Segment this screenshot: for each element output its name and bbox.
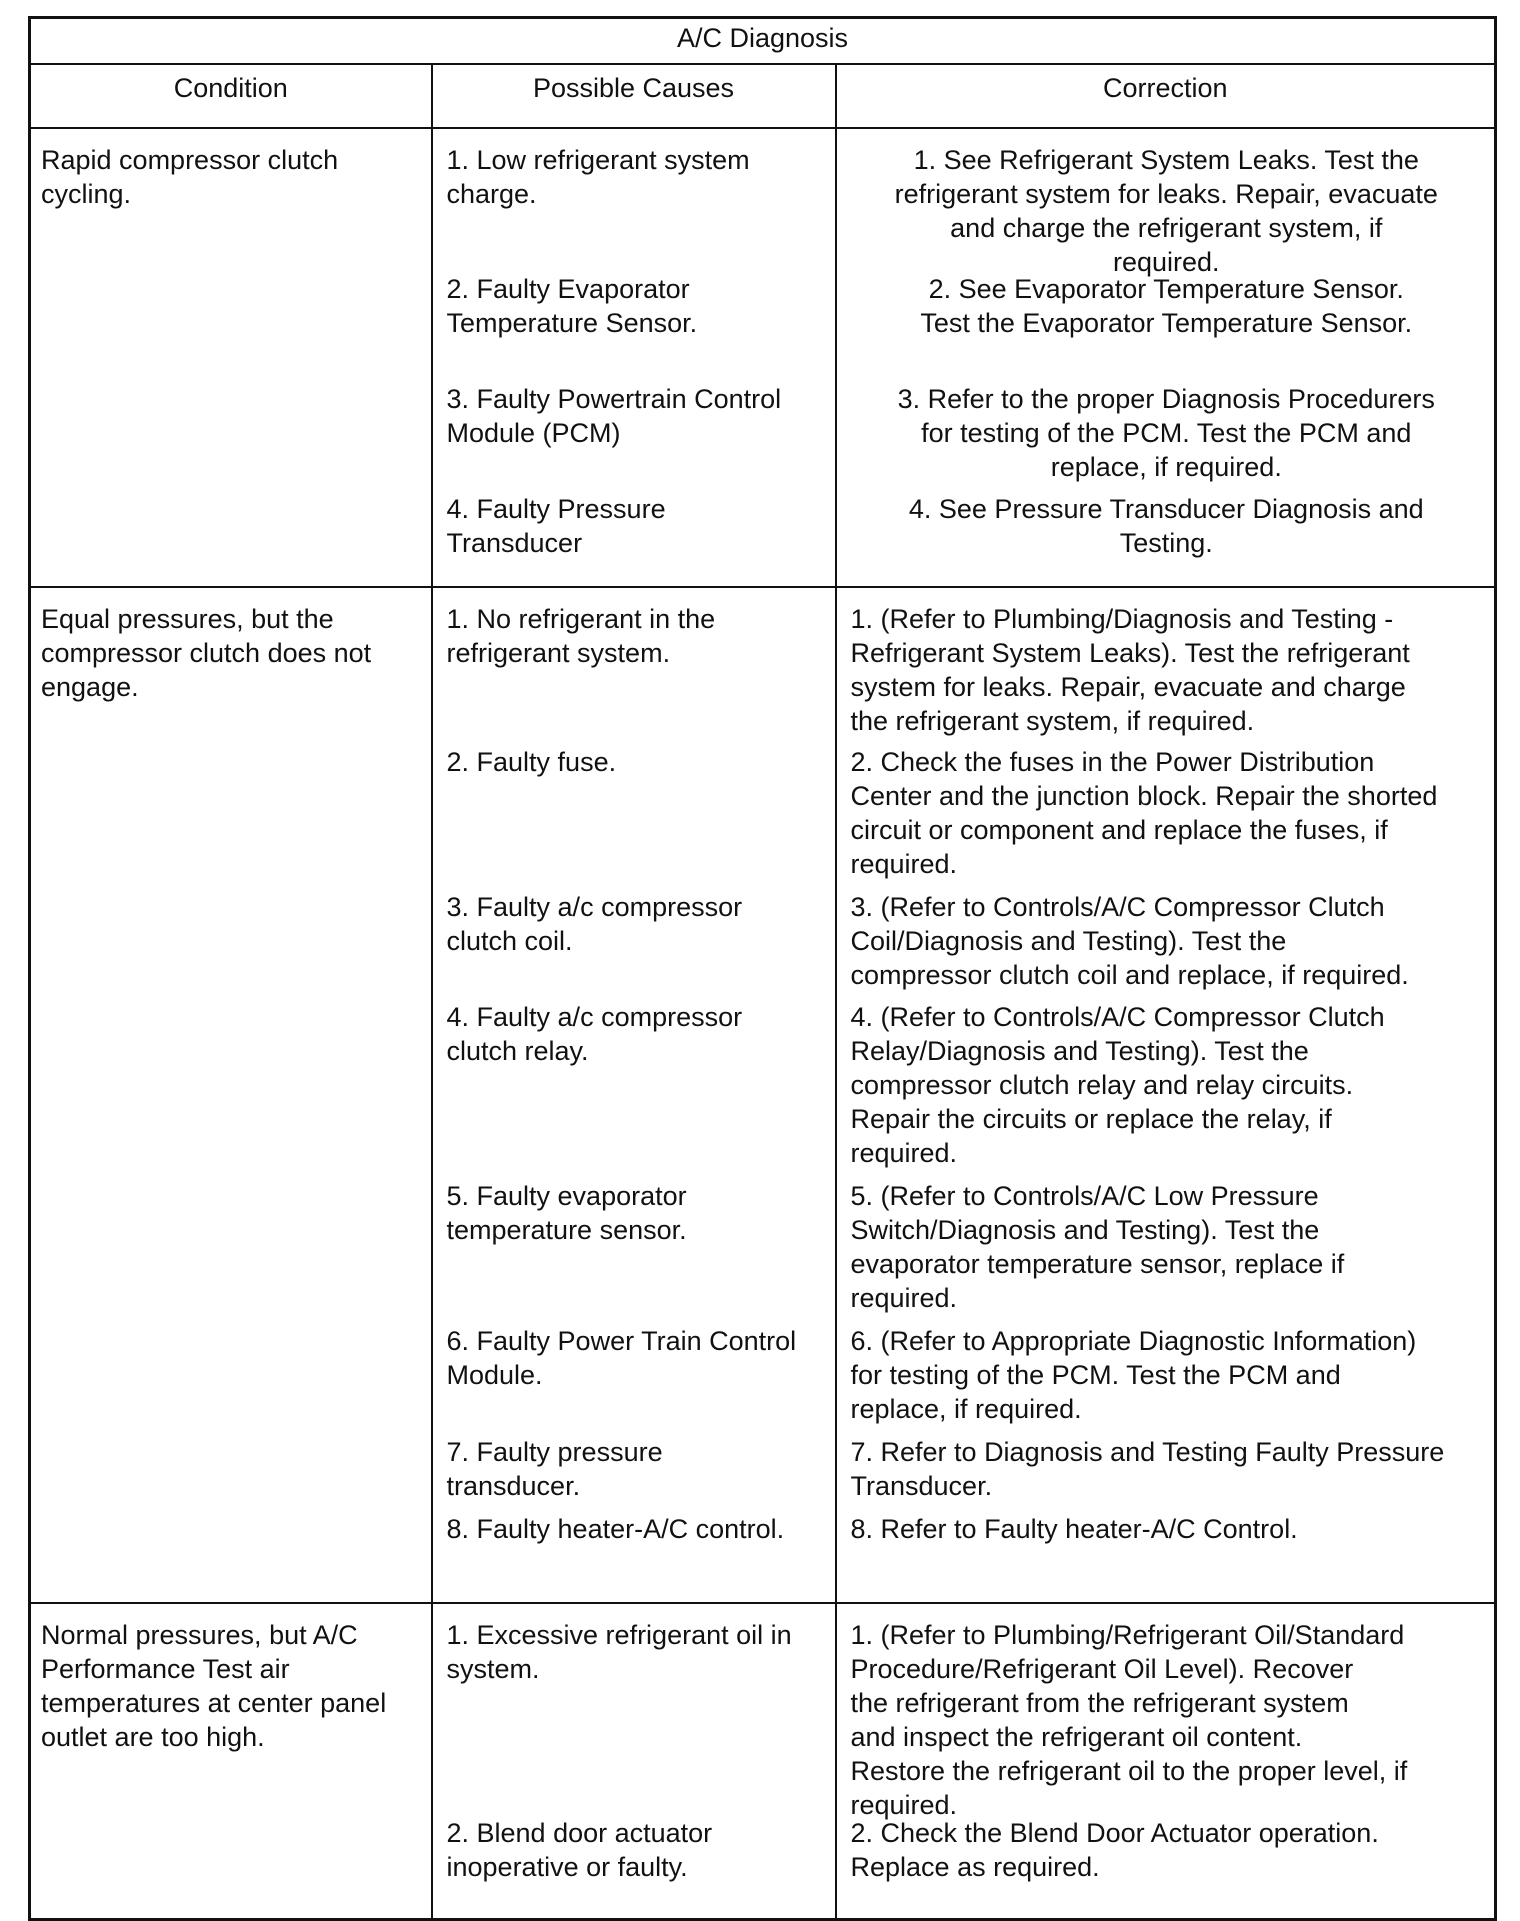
correction-text: 2. Check the fuses in the Power Distribution Center and the junction block. Repair the shorted circuit or component and replace the fuses, if required. [850,747,1438,879]
causes-cell [432,128,836,587]
cause-entry [433,129,835,272]
cause-entry [433,1435,835,1512]
correction-entry [837,745,1495,890]
condition-text: Equal pressures, but the compressor clutch does not engage. [41,604,372,702]
cause-text: 1. No refrigerant in the refrigerant system. [446,604,716,668]
correction-entry [837,890,1495,1000]
cause-entry [433,588,835,745]
correction-cell [836,128,1496,587]
ac-diagnosis-table [28,16,1497,1921]
correction-entry [837,1435,1495,1512]
cause-text: 8. Faulty heater-A/C control. [446,1514,785,1544]
correction-text: 2. Check the Blend Door Actuator operation. Replace as required. [850,1818,1379,1882]
cause-text: 7. Faulty pressure transducer. [446,1437,663,1501]
cause-text: 4. Faulty a/c compressor clutch relay. [446,1002,743,1066]
cause-text: 3. Faulty Powertrain Control Module (PCM) [446,384,782,448]
correction-text: 3. Refer to the proper Diagnosis Procedurers for testing of the PCM. Test the PCM and replace, if required. [897,384,1435,482]
table-row [30,1603,1496,1920]
causes-cell [432,587,836,1603]
cause-entry [433,745,835,890]
correction-text: 2. See Evaporator Temperature Sensor. Test the Evaporator Temperature Sensor. [920,274,1413,338]
cause-entry [433,1604,835,1816]
cause-text: 2. Faulty Evaporator Temperature Sensor. [446,274,698,338]
correction-entry [837,588,1495,745]
cause-text: 3. Faulty a/c compressor clutch coil. [446,892,743,956]
cause-text: 2. Blend door actuator inoperative or faulty. [446,1818,713,1882]
cause-text: 1. Low refrigerant system charge. [446,145,750,209]
correction-text: 1. (Refer to Plumbing/Refrigerant Oil/Standard Procedure/Refrigerant Oil Level). Recover the refrigerant from the refrigerant system and inspect the refrigerant oil content. Restore the refrigerant oil to the proper level, if required. [850,1620,1408,1820]
header-possible-causes: Possible Causes [432,64,836,128]
correction-text: 5. (Refer to Controls/A/C Low Pressure Switch/Diagnosis and Testing). Test the evaporator temperature sensor, replace if required. [850,1181,1345,1313]
correction-entry [837,129,1495,277]
correction-text: 1. See Refrigerant System Leaks. Test the refrigerant system for leaks. Repair, evacuate and charge the refrigerant system, if required. [894,145,1438,277]
title-row [30,18,1496,65]
cause-entry [433,1816,835,1904]
correction-entry [837,1000,1495,1179]
cause-text: 1. Excessive refrigerant oil in system. [446,1620,792,1684]
cause-text: 5. Faulty evaporator temperature sensor. [446,1181,687,1245]
correction-entry [837,382,1495,492]
table-row [30,128,1496,587]
correction-text: 4. See Pressure Transducer Diagnosis and Testing. [908,494,1424,558]
header-row [30,64,1496,128]
cause-entry [433,382,835,492]
causes-cell [432,1603,836,1920]
correction-text: 4. (Refer to Controls/A/C Compressor Clutch Relay/Diagnosis and Testing). Test the compressor clutch relay and relay circuits. Repair the circuits or replace the relay, if required. [850,1002,1385,1168]
correction-entry [837,1324,1495,1435]
cause-entry [433,272,835,382]
correction-cell [836,1603,1496,1920]
table-row [30,587,1496,1603]
condition-cell [30,587,432,1603]
cause-entry [433,890,835,1000]
condition-text: Normal pressures, but A/C Performance Test air temperatures at center panel outlet are too high. [41,1620,387,1752]
correction-entry [837,1179,1495,1324]
correction-entry [837,492,1495,572]
correction-entry [837,1816,1495,1904]
correction-entry [837,1512,1495,1588]
correction-entry [837,272,1495,382]
condition-cell [30,1603,432,1920]
cause-entry [433,1512,835,1588]
table-title: A/C Diagnosis [30,18,1496,65]
cause-entry [433,492,835,572]
cause-entry [433,1179,835,1324]
correction-text: 6. (Refer to Appropriate Diagnostic Information) for testing of the PCM. Test the PCM and replace, if required. [850,1326,1417,1424]
cause-entry [433,1324,835,1435]
header-condition: Condition [30,64,432,128]
cause-text: 2. Faulty fuse. [446,747,617,777]
correction-cell [836,587,1496,1603]
cause-text: 6. Faulty Power Train Control Module. [446,1326,797,1390]
condition-cell [30,128,432,587]
correction-text: 8. Refer to Faulty heater-A/C Control. [850,1514,1298,1544]
correction-entry [837,1604,1495,1820]
correction-text: 7. Refer to Diagnosis and Testing Faulty Pressure Transducer. [850,1437,1445,1501]
cause-entry [433,1000,835,1179]
correction-text: 1. (Refer to Plumbing/Diagnosis and Testing - Refrigerant System Leaks). Test the refrigerant system for leaks. Repair, evacuate and charge the refrigerant system, if required. [850,604,1410,736]
cause-text: 4. Faulty Pressure Transducer [446,494,666,558]
header-correction: Correction [836,64,1496,128]
correction-text: 3. (Refer to Controls/A/C Compressor Clutch Coil/Diagnosis and Testing). Test the compressor clutch coil and replace, if required. [850,892,1409,990]
condition-text: Rapid compressor clutch cycling. [41,145,339,209]
